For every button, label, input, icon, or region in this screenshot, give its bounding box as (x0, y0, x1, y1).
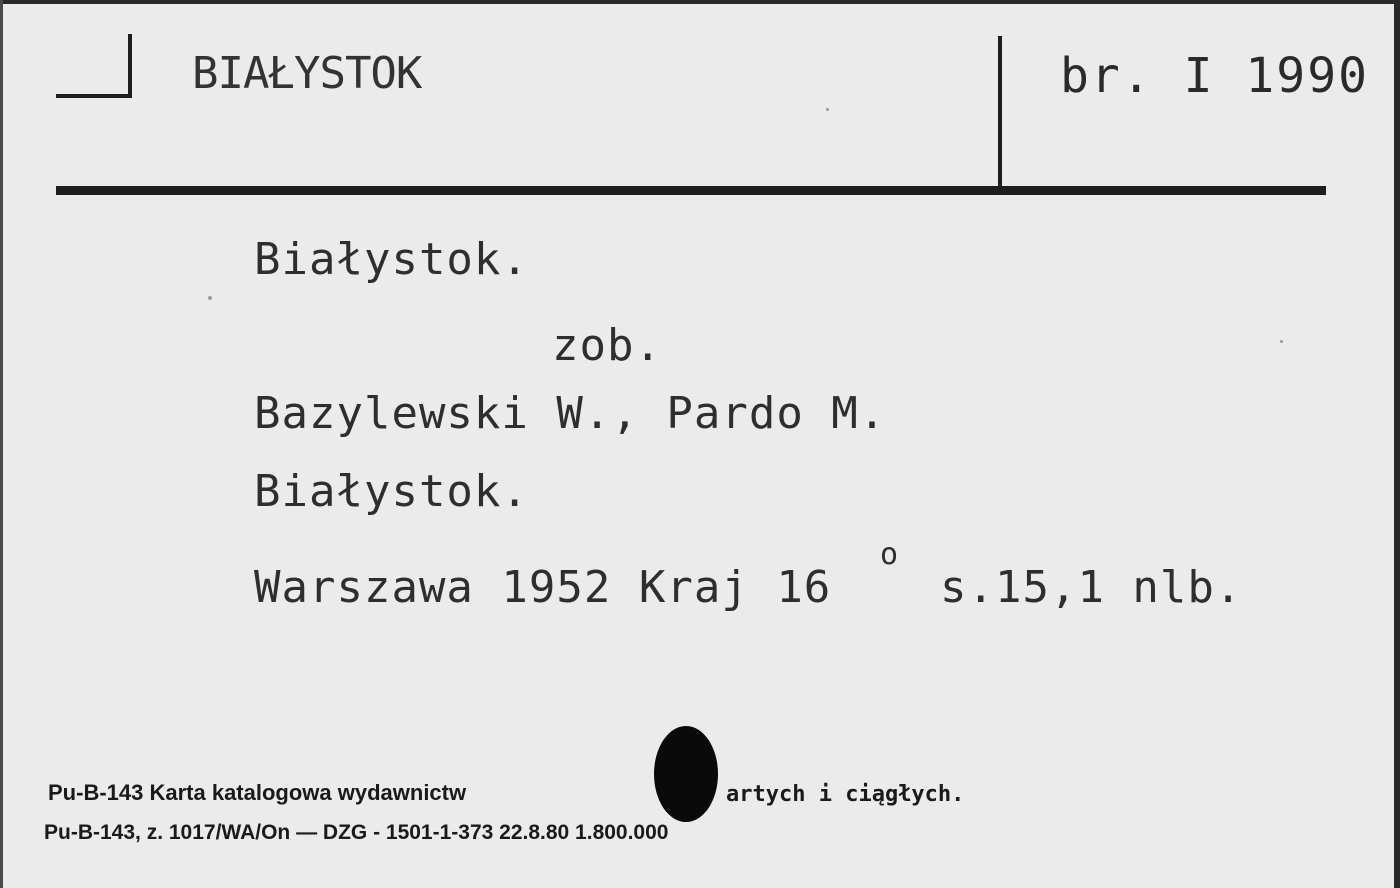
paper-speck (826, 108, 829, 111)
see-reference: zob. (552, 320, 662, 371)
footer-form-title-end: artych i ciągłych. (726, 782, 965, 807)
footer-print-info: Pu-B-143, z. 1017/WA/On — DZG - 1501-1-373 22.8.80 1.800.000 (44, 821, 669, 844)
paper-speck (1280, 340, 1283, 343)
author-line: Bazylewski W., Pardo M. (254, 388, 887, 439)
footer-form-title: Pu-B-143 Karta katalogowa wydawnictw (48, 780, 467, 805)
card-edge-top (0, 0, 1400, 4)
format-degree-mark: o (880, 537, 899, 572)
card-edge-right (1394, 0, 1400, 888)
subject-line: Białystok. (254, 234, 529, 285)
imprint-line: Warszawa 1952 Kraj 16 (254, 562, 832, 613)
paper-speck (208, 296, 212, 300)
header-rule (56, 186, 1326, 195)
heading: BIAŁYSTOK (192, 48, 422, 99)
title-line: Białystok. (254, 466, 529, 517)
corner-bracket-mark (56, 34, 132, 98)
pagination: s.15,1 nlb. (940, 562, 1243, 613)
card-edge-left (0, 0, 3, 888)
punch-hole (654, 726, 718, 822)
call-number: br. I 1990 (1060, 48, 1369, 104)
header-divider (998, 36, 1002, 192)
